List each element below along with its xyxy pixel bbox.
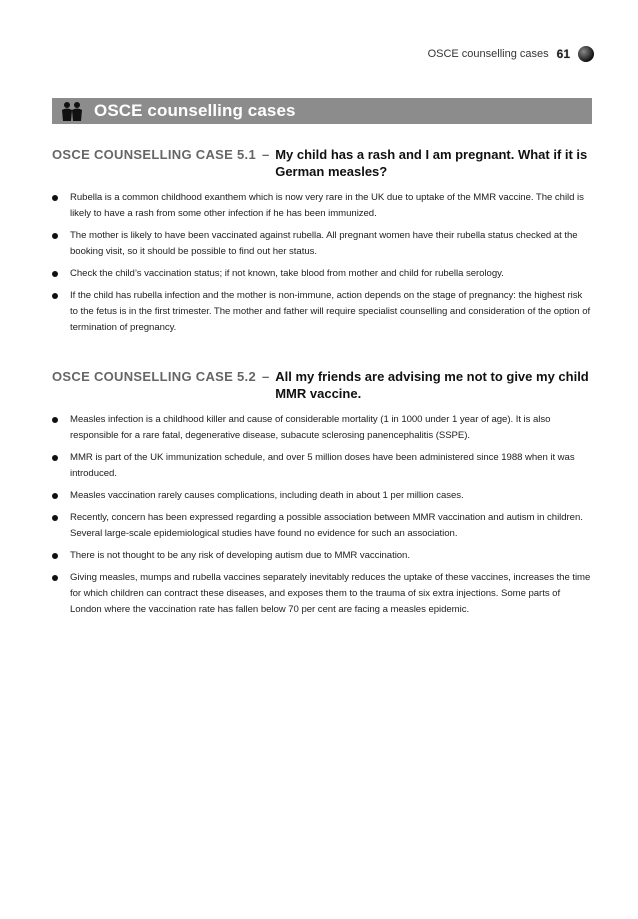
- list-item: [52, 412, 592, 444]
- list-item: [52, 570, 592, 618]
- bullet-icon: [52, 575, 58, 581]
- banner-title: OSCE counselling cases: [94, 101, 296, 120]
- list-item-text: Recently, concern has been expressed regarding a possible association between MMR vaccination and autism in children. Several large-scale epidemiological studies have found no evidence for such an association.: [70, 512, 583, 539]
- bullet-icon: [52, 455, 58, 461]
- running-header: [428, 44, 594, 64]
- bullet-icon: [52, 553, 58, 559]
- list-item-text: Check the child’s vaccination status; if not known, take blood from mother and child for rubella serology.: [70, 268, 504, 279]
- bullet-icon: [52, 293, 58, 299]
- list-item: [52, 266, 592, 282]
- list-item-text: Measles infection is a childhood killer and cause of considerable mortality (1 in 1000 under 1 year of age). It is also responsible for a rare fatal, degenerative disease, subacute sclerosing panencephalitis (SSPE).: [70, 414, 551, 441]
- case-dash: –: [261, 369, 270, 384]
- section-banner: [52, 98, 592, 124]
- case-label: OSCE COUNSELLING CASE 5.2: [52, 369, 256, 384]
- bullet-icon: [52, 271, 58, 277]
- case-5-1: [52, 146, 592, 342]
- list-item: [52, 288, 592, 336]
- bullet-list: [52, 190, 592, 336]
- bullet-icon: [52, 195, 58, 201]
- case-dash: –: [261, 147, 270, 162]
- list-item: [52, 548, 592, 564]
- case-5-2: [52, 368, 592, 624]
- bullet-icon: [52, 515, 58, 521]
- list-item: [52, 190, 592, 222]
- bullet-icon: [52, 233, 58, 239]
- bullet-icon: [52, 493, 58, 499]
- list-item-text: Measles vaccination rarely causes complications, including death in about 1 per million cases.: [70, 490, 464, 501]
- case-heading: [52, 368, 592, 402]
- list-item-text: Giving measles, mumps and rubella vaccines separately inevitably reduces the uptake of these vaccines, increases the time for which children can contract these diseases, and exposes them to the trauma of six extra injections. Some parts of London where the vaccination rate has fallen below 70 per cent are facing a measles epidemic.: [70, 572, 591, 615]
- list-item: [52, 488, 592, 504]
- list-item-text: If the child has rubella infection and the mother is non-immune, action depends on the stage of pregnancy: the highest risk to the fetus is in the first trimester. The mother and father will require specialist counselling and consideration of the option of termination of pregnancy.: [70, 290, 591, 333]
- people-icon: [60, 101, 84, 121]
- case-title: All my friends are advising me not to give my child MMR vaccine.: [275, 369, 589, 401]
- running-title: OSCE counselling cases: [427, 48, 549, 60]
- case-heading: [52, 146, 592, 180]
- list-item-text: MMR is part of the UK immunization schedule, and over 5 million doses have been administered since 1988 when it was introduced.: [70, 452, 575, 479]
- case-label: OSCE COUNSELLING CASE 5.1: [52, 147, 256, 162]
- list-item: [52, 450, 592, 482]
- page-number: 61: [556, 47, 570, 61]
- list-item: [52, 510, 592, 542]
- list-item-text: There is not thought to be any risk of developing autism due to MMR vaccination.: [70, 550, 410, 561]
- list-item-text: The mother is likely to have been vaccinated against rubella. All pregnant women have their rubella status checked at the booking visit, so it should be possible to find out her status.: [70, 230, 578, 257]
- page-dot-icon: [578, 46, 594, 62]
- bullet-icon: [52, 417, 58, 423]
- bullet-list: [52, 412, 592, 618]
- list-item: [52, 228, 592, 260]
- list-item-text: Rubella is a common childhood exanthem which is now very rare in the UK due to uptake of the MMR vaccine. The child is likely to have a rash from some other infection if he has been immunized.: [70, 192, 584, 219]
- case-title: My child has a rash and I am pregnant. What if it is German measles?: [275, 147, 588, 179]
